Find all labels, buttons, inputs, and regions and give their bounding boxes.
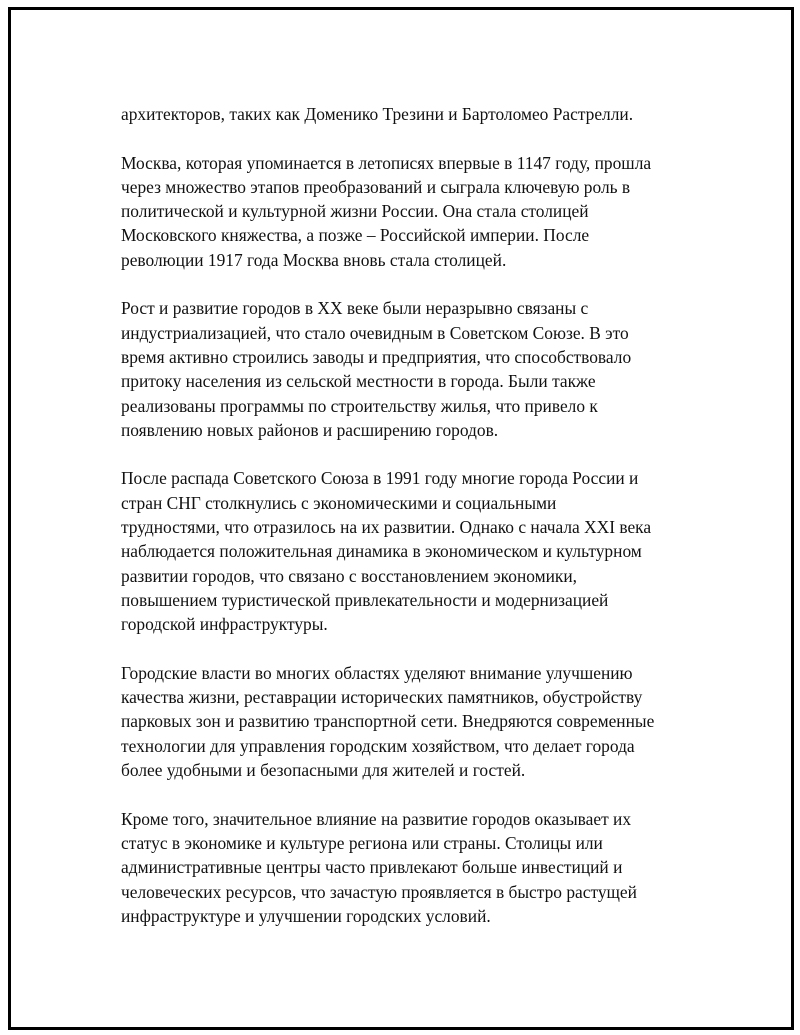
text-line: революции 1917 года Москва вновь стала столицей.	[121, 249, 507, 270]
text-line: человеческих ресурсов, что зачастую проявляется в быстро растущей	[121, 881, 637, 902]
paragraph-moscow-history	[121, 151, 706, 272]
text-line: инфраструктуре и улучшении городских условий.	[121, 905, 491, 926]
paragraph-city-status	[121, 807, 706, 928]
text-line: Москва, которая упоминается в летописях впервые в 1147 году, прошла	[121, 152, 652, 173]
text-line: парковых зон и развитию транспортной сети. Внедряются современные	[121, 711, 655, 732]
paragraph-post-soviet	[121, 466, 706, 636]
text-line: технологии для управления городским хозяйством, что делает города	[121, 735, 635, 756]
text-line: архитекторов, таких как Доменико Трезини и Бартоломео Растрелли.	[121, 104, 634, 124]
document-body	[121, 102, 706, 952]
text-line: качества жизни, реставрации исторических памятников, обустройству	[121, 687, 643, 708]
text-line: административные центры часто привлекают больше инвестиций и	[121, 857, 623, 878]
text-line: Городские власти во многих областях уделяют внимание улучшению	[121, 662, 633, 683]
text-line: время активно строились заводы и предприятия, что способствовало	[121, 346, 632, 367]
text-line: статус в экономике и культуре региона или страны. Столицы или	[121, 832, 603, 853]
text-line: через множество этапов преобразований и сыграла ключевую роль в	[121, 176, 631, 197]
text-line: повышением туристической привлекательности и модернизацией	[121, 589, 609, 610]
text-line: Рост и развитие городов в XX веке были неразрывно связаны с	[121, 298, 589, 319]
text-line: После распада Советского Союза в 1991 году многие города России и	[121, 468, 639, 489]
text-line: наблюдается положительная динамика в экономическом и культурном	[121, 541, 642, 562]
text-line: притоку населения из сельской местности в города. Были также	[121, 371, 596, 392]
paragraph-20th-century	[121, 296, 706, 442]
text-line: появлению новых районов и расширению городов.	[121, 419, 499, 440]
text-line: Кроме того, значительное влияние на развитие городов оказывает их	[121, 808, 632, 829]
text-line: развитии городов, что связано с восстановлением экономики,	[121, 565, 578, 586]
text-line: Московского княжества, а позже – Российской империи. После	[121, 225, 590, 246]
text-line: индустриализацией, что стало очевидным в Советском Союзе. В это	[121, 322, 629, 343]
paragraph-city-authorities	[121, 661, 706, 782]
page-border	[8, 7, 794, 1030]
text-line: городской инфраструктуры.	[121, 614, 328, 635]
text-line: политической и культурной жизни России. Она стала столицей	[121, 201, 589, 222]
text-line: стран СНГ столкнулись с экономическими и социальными	[121, 492, 557, 513]
text-line: реализованы программы по строительству жилья, что привело к	[121, 395, 598, 416]
paragraph-architects	[121, 102, 706, 126]
text-line: более удобными и безопасными для жителей и гостей.	[121, 760, 526, 781]
text-line: трудностями, что отразилось на их развитии. Однако с начала XXI века	[121, 517, 652, 538]
